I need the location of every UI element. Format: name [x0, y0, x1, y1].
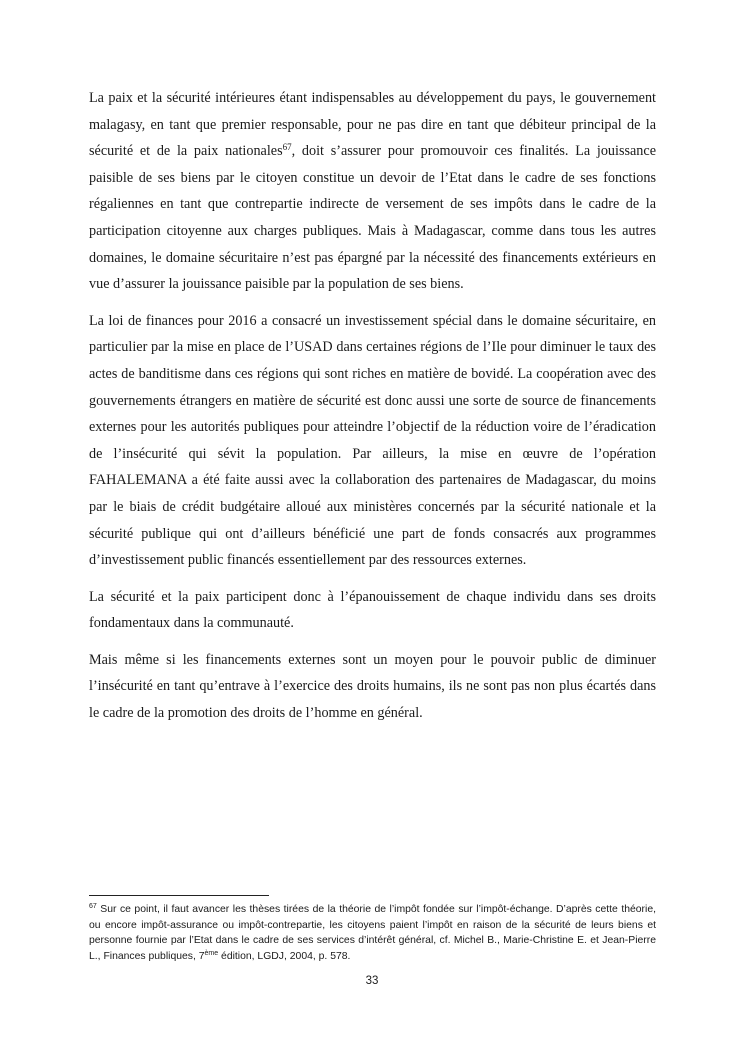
paragraph-2: La loi de finances pour 2016 a consacré un investissement spécial dans le domaine sécuritaire, en particulier par la mise en place de l’USAD dans certaines régions de l’Ile pour diminuer le taux des actes de banditisme dans ces régions qui sont riches en matière de bovidé. La coopération avec des gouvernements étrangers en matière de sécurité est donc aussi une sorte de source de financements externes pour les autorités publiques pour atteindre l’objectif de la réduction voire de l’éradication de l’insécurité qui sévit la population. Par ailleurs, la mise en œuvre de l’opération FAHALEMANA a été faite aussi avec la collaboration des partenaires de Madagascar, du moins par le biais de crédit budgétaire alloué aux ministères concernés par la sécurité nationale et la sécurité publique qui ont d’ailleurs bénéficié une part de fonds consacrés aux programmes d’investissement public financés essentiellement par des ressources externes. [89, 312, 656, 569]
footnote-text: Sur ce point, il faut avancer les thèses tirées de la théorie de l’impôt fondée sur l’impôt-échange. D’après cette théorie, ou encore impôt-assurance ou impôt-contrepartie, les citoyens paient l’impôt en raison de la sécurité de leurs biens et personne fournie par l’Etat dans le cadre de ses services d’intérêt général, cf. Michel B., Marie-Christine E. et Jean-Pierre L., Finances publiques, 7 [89, 904, 656, 962]
footnote-number: 67 [89, 903, 97, 910]
paragraph-text: , doit s’assurer pour promouvoir ces finalités. La jouissance paisible de ses biens par le citoyen constitue un devoir de l’Etat dans le cadre de ses fonctions régaliennes en tant que contrepartie indirecte de versement de ses impôts dans le cadre de la participation citoyenne aux charges publiques. Mais à Madagascar, comme dans tous les autres domaines, le domaine sécuritaire n’est pas épargné par la nécessité des financements extérieurs en vue d’assurer la jouissance paisible par la population de ses biens. [89, 143, 656, 293]
paragraph-4: Mais même si les financements externes sont un moyen pour le pouvoir public de diminuer l’insécurité en tant qu’entrave à l’exercice des droits humains, ils ne sont pas non plus écartés dans le cadre de la promotion des droits de l’homme en général. [89, 651, 656, 722]
body-text [89, 85, 656, 737]
paragraph-3: La sécurité et la paix participent donc à l’épanouissement de chaque individu dans ses droits fondamentaux dans la communauté. [89, 588, 656, 632]
footnote-text-end: édition, LGDJ, 2004, p. 578. [218, 950, 351, 962]
footnote-reference[interactable]: 67 [282, 142, 292, 153]
paragraph-1 [89, 85, 656, 298]
edition-superscript: ème [204, 949, 219, 957]
footnote [89, 902, 656, 964]
paragraph-text: La paix et la sécurité intérieures étant indispensables au développement du pays, le gouvernement malagasy, en tant que premier responsable, pour ne pas dire en tant que débiteur principal de la sécurité et de la paix nationales [89, 90, 656, 160]
footnote-separator [89, 895, 269, 896]
page-number: 33 [365, 975, 379, 987]
